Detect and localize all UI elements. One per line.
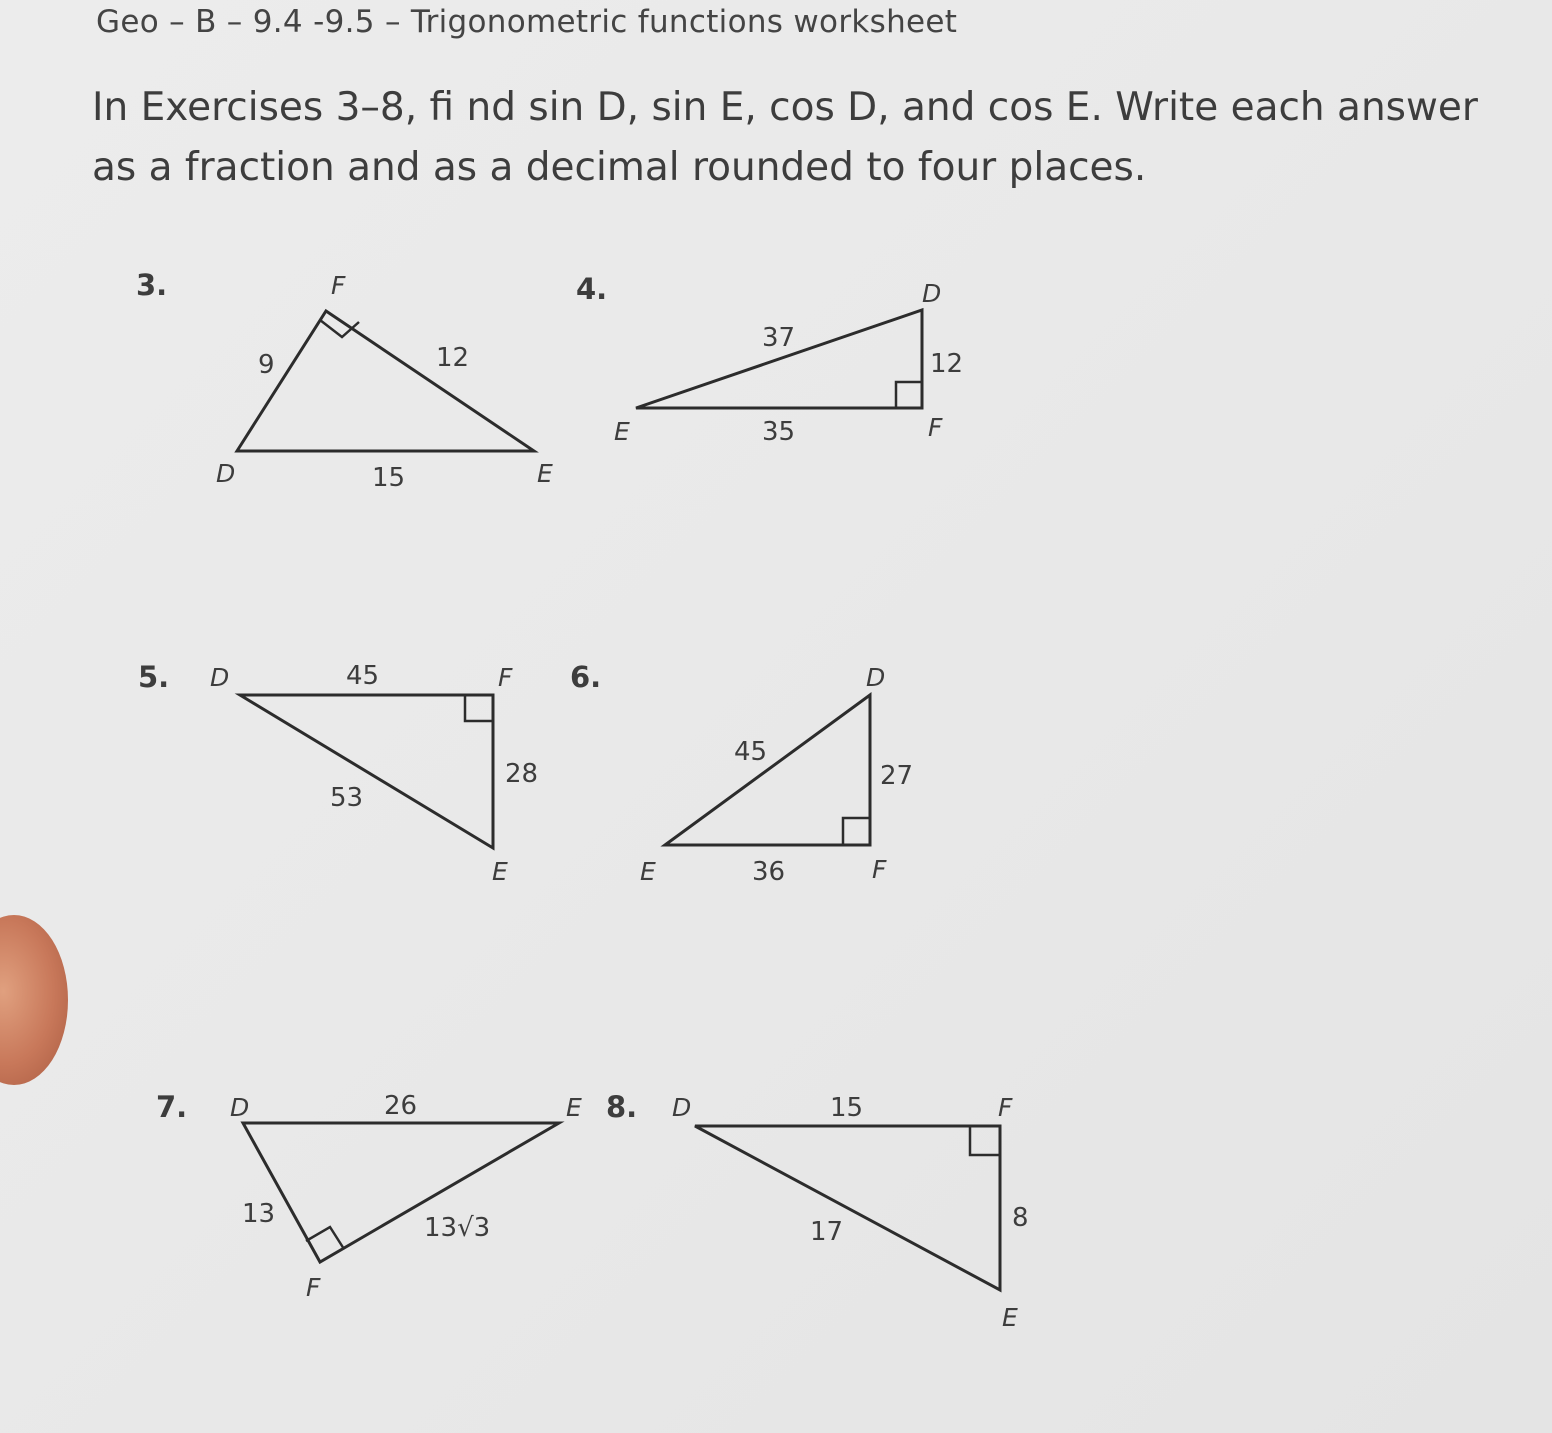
triangle-4-vertex-e: E (614, 417, 630, 446)
triangle-7-vertex-f: F (306, 1273, 321, 1302)
exercise-7-number: 7. (156, 1090, 188, 1124)
triangle-6-side-ef: 36 (752, 857, 786, 887)
exercise-8-number: 8. (606, 1090, 638, 1124)
exercise-6-number: 6. (570, 660, 602, 694)
triangle-7-side-de: 26 (384, 1091, 418, 1121)
triangle-5 (210, 661, 538, 886)
triangle-6-outline (665, 695, 870, 845)
instructions-text: In Exercises 3–8, fi nd sin D, sin E, cos D, and cos E. Write each answer as a fraction and as a decimal rounded to four places. (92, 85, 1478, 190)
triangle-6-right-angle-mark (843, 818, 870, 845)
triangle-5-vertex-d: D (210, 663, 230, 692)
triangle-6-side-df: 27 (880, 761, 914, 791)
triangle-3-vertex-e: E (537, 459, 553, 488)
triangle-3-side-fe: 12 (436, 343, 470, 373)
triangle-6-vertex-f: F (872, 855, 887, 884)
triangle-5-outline (240, 695, 493, 848)
worksheet-title: Geo – B – 9.4 -9.5 – Trigonometric functions worksheet (96, 4, 958, 40)
triangle-4-side-ef: 35 (762, 417, 796, 447)
triangle-7-vertex-e: E (566, 1093, 582, 1122)
triangle-5-right-angle-mark (465, 695, 493, 721)
triangle-5-vertex-f: F (498, 663, 513, 692)
triangle-6-side-de: 45 (734, 737, 768, 767)
triangle-4-side-df: 12 (930, 349, 964, 379)
triangle-3-side-de: 15 (372, 463, 406, 493)
triangle-8-right-angle-mark (970, 1126, 1000, 1155)
triangle-3-vertex-f: F (331, 271, 346, 300)
triangle-5-vertex-e: E (492, 857, 508, 886)
triangle-8-vertex-f: F (998, 1093, 1013, 1122)
triangle-3-right-angle-mark (320, 320, 359, 337)
triangle-7-outline (243, 1123, 559, 1262)
triangle-8-vertex-e: E (1002, 1303, 1018, 1332)
triangle-5-side-df: 45 (346, 661, 380, 691)
triangle-3-side-df: 9 (258, 350, 275, 380)
triangle-5-side-fe: 28 (505, 759, 539, 789)
triangle-8-side-de: 17 (810, 1217, 844, 1247)
triangle-4-side-de: 37 (762, 323, 796, 353)
exercise-3-number: 3. (136, 268, 168, 302)
triangle-7-vertex-d: D (230, 1093, 250, 1122)
triangle-8-vertex-d: D (672, 1093, 692, 1122)
triangle-3-outline (237, 311, 534, 451)
triangle-7 (230, 1091, 582, 1302)
triangle-4-vertex-d: D (922, 279, 942, 308)
triangle-6 (640, 663, 913, 887)
triangle-5-side-de: 53 (330, 783, 364, 813)
triangle-3-vertex-d: D (216, 459, 236, 488)
triangle-6-vertex-d: D (866, 663, 886, 692)
triangle-8-side-df: 15 (830, 1093, 864, 1123)
triangle-4 (614, 279, 963, 447)
triangle-8-side-fe: 8 (1012, 1203, 1029, 1233)
triangle-4-right-angle-mark (896, 382, 922, 408)
triangle-8-outline (695, 1126, 1000, 1290)
exercise-5-number: 5. (138, 660, 170, 694)
triangle-3 (216, 271, 553, 493)
triangle-4-vertex-f: F (928, 413, 943, 442)
exercise-4-number: 4. (576, 272, 608, 306)
triangle-8 (672, 1093, 1029, 1332)
triangle-7-side-df: 13 (242, 1199, 276, 1229)
triangle-6-vertex-e: E (640, 857, 656, 886)
triangle-7-side-fe: 13√3 (424, 1213, 491, 1243)
